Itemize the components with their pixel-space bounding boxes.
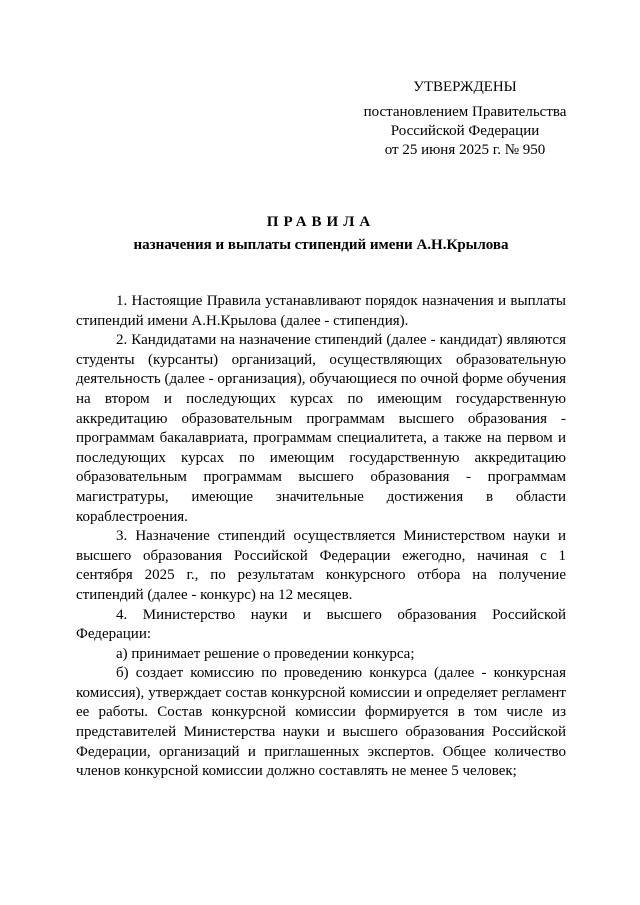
document-body [76,292,566,782]
approval-block [320,78,610,160]
approval-line-2: Российской Федерации [390,123,540,139]
paragraph-1: 1. Настоящие Правила устанавливают порядок назначения и выплаты стипендий имени А.Н.Крылова (далее - стипендия). [76,293,566,329]
paragraph-2: 2. Кандидатами на назначение стипендий (далее - кандидат) являются студенты (курсанты) организаций, осуществляющих образовательную деятельность (далее - организация), обучающиеся по очной форме обучения на втором и последующих курсах по имеющим государственную аккредитацию образовательным программам высшего образования - программам бакалавриата, программам специалитета, а также на первом и последующих курсах по имеющим государственную аккредитацию образовательным программам высшего образования - программам магистратуры, имеющие значительные достижения в области кораблестроения. [76,332,566,525]
paragraph-4a: а) принимает решение о проведении конкурса; [116,645,415,662]
approval-line-3: от 25 июня 2025 г. № 950 [384,142,546,158]
approval-line-1: постановлением Правительства [363,104,567,120]
paragraph-4b: б) создает комиссию по проведению конкурса (далее - конкурсная комиссия), утверждает состав конкурсной комиссии и определяет регламент ее работы. Состав конкурсной комиссии формируется в том числе из представителей Министерства науки и высшего образования Российской Федерации, организаций и приглашенных экспертов. Общее количество членов конкурсной комиссии должно составлять не менее 5 человек; [76,665,566,780]
document-title: ПРАВИЛА [266,214,376,230]
approval-title: УТВЕРЖДЕНЫ [413,79,517,95]
paragraph-3: 3. Назначение стипендий осуществляется Министерством науки и высшего образования Российской Федерации ежегодно, начиная с 1 сентября 2025 г., по результатам конкурсного отбора на получение стипендий (далее - конкурс) на 12 месяцев. [76,528,566,603]
paragraph-4: 4. Министерство науки и высшего образования Российской Федерации: [76,606,566,643]
document-subtitle: назначения и выплаты стипендий имени А.Н.Крылова [133,237,509,253]
